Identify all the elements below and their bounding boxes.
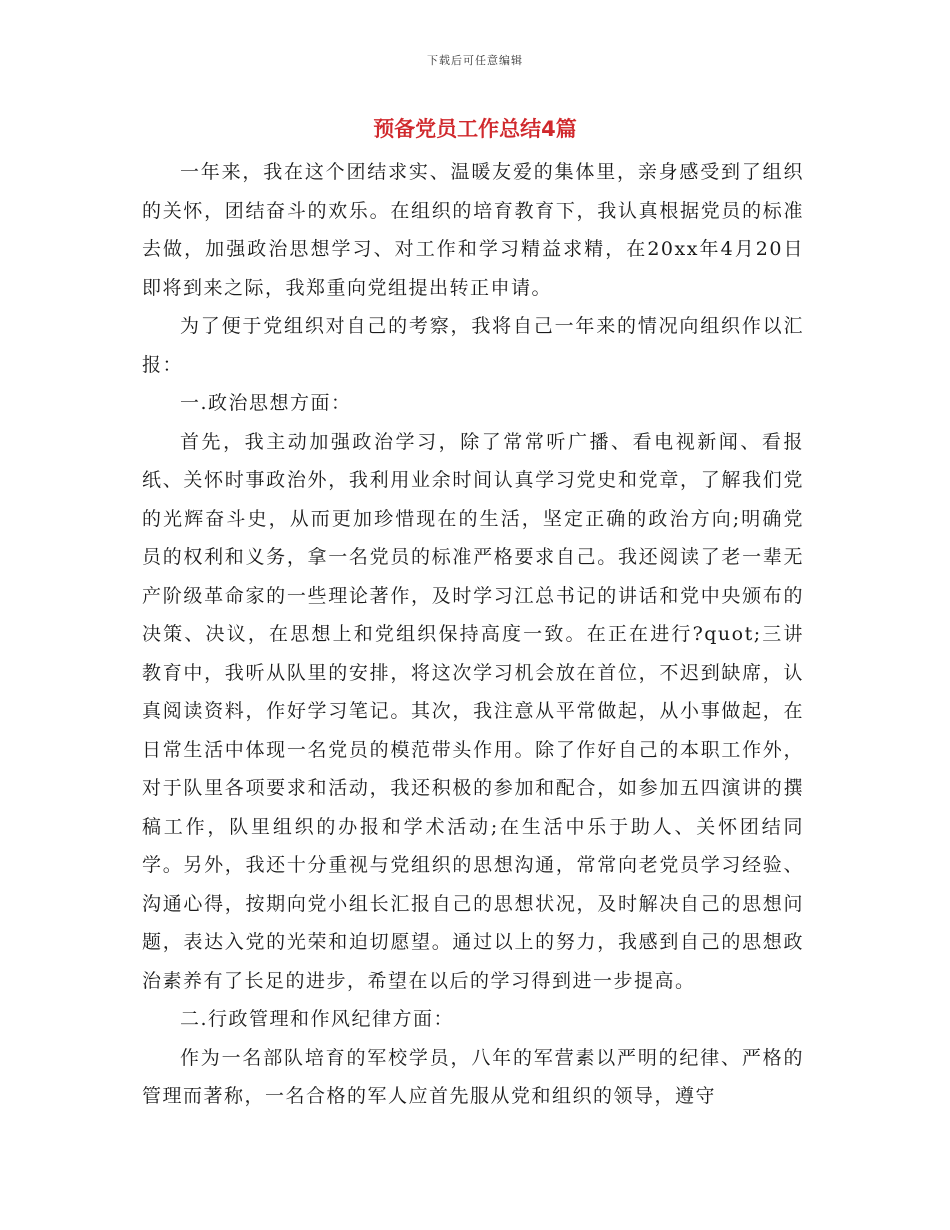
document-title: 预备党员工作总结4篇: [373, 117, 577, 141]
section-heading-political: 一.政治思想方面：: [180, 392, 352, 414]
paragraph-political: 首先，我主动加强政治学习，除了常常听广播、看电视新闻、看报纸、关怀时事政治外，我利用业余时间认真学习党史和党章，了解我们党的光辉奋斗史，从而更加珍惜现在的生活，坚定正确的政治方向;明确党员的权利和义务，拿一名党员的标准严格要求自己。我还阅读了老一辈无产阶级革命家的一些理论著作，及时学习江总书记的讲话和党中央颁布的决策、决议，在思想上和党组织保持高度一致。在正在进行?quot;三讲教育中，我听从队里的安排，将这次学习机会放在首位，不迟到缺席，认真阅读资料，作好学习笔记。其次，我注意从平常做起，从小事做起，在日常生活中体现一名党员的模范带头作用。除了作好自己的本职工作外，对于队里各项要求和活动，我还积极的参加和配合，如参加五四演讲的撰稿工作，队里组织的办报和学术活动;在生活中乐于助人、关怀团结同学。另外，我还十分重视与党组织的思想沟通，常常向老党员学习经验、沟通心得，按期向党小组长汇报自己的思想状况，及时解决自己的思想问题，表达入党的光荣和迫切愿望。通过以上的努力，我感到自己的思想政治素养有了长足的进步，希望在以后的学习得到进一步提高。: [142, 430, 804, 992]
paragraph-report-intro: 为了便于党组织对自己的考察，我将自己一年来的情况向组织作以汇报：: [142, 315, 804, 376]
paragraph-intro: 一年来，我在这个团结求实、温暖友爱的集体里，亲身感受到了组织的关怀，团结奋斗的欢乐。在组织的培育教育下，我认真根据党员的标准去做，加强政治思想学习、对工作和学习精益求精，在20xx年4月20日即将到来之际，我郑重向党组提出转正申请。: [142, 161, 804, 299]
paragraph-discipline: 作为一名部队培育的军校学员，八年的军营素以严明的纪律、严格的管理而著称，一名合格的军人应首先服从党和组织的领导，遵守: [142, 1046, 804, 1107]
header-note: 下载后可任意编辑: [427, 54, 523, 67]
document-body: [142, 153, 804, 1116]
section-heading-discipline: 二.行政管理和作风纪律方面：: [180, 1008, 455, 1030]
